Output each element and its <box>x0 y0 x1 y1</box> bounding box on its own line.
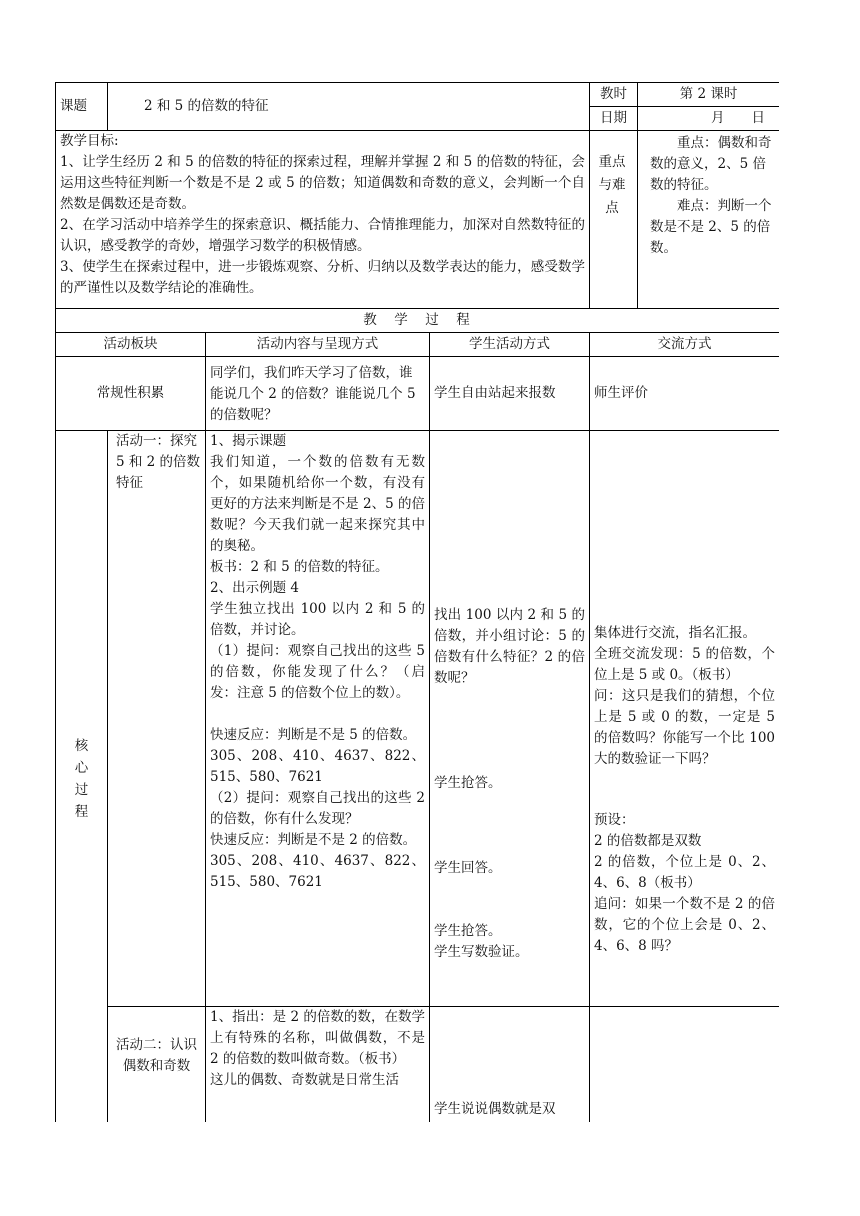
topic-value: 2 和 5 的倍数的特征 <box>108 83 590 131</box>
activity1-name: 活动一：探究 5 和 2 的倍数特征 <box>108 431 206 1007</box>
activity2-exchange <box>590 1007 780 1123</box>
a1-exchange-5: 2 的倍数都是双数 <box>594 833 702 849</box>
goal-item-1: 1、让学生经历 2 和 5 的倍数的特征的探索过程，理解并掌握 2 和 5 的倍数的特征，会运用这些特征判断一个数是不是 2 或 5 的倍数；知道偶数和奇数的意义，会判断一个自然数是偶数还是奇数。 <box>60 154 585 212</box>
period-label: 教时 <box>590 83 638 107</box>
goal-item-3: 3、使学生在探索过程中，进一步锻炼观察、分析、归纳以及数学表达的能力，感受数学的严谨性以及数学结论的准确性。 <box>60 259 585 296</box>
activity2-student: 学生说说偶数就是双 <box>430 1007 590 1123</box>
a1-numbers-1: 305、208、410、4637、822、515、580、7621 <box>210 748 425 785</box>
a1-board: 板书：2 和 5 的倍数的特征。 <box>210 559 389 575</box>
a1-intro: 我们知道，一个数的倍数有无数个，如果随机给你一个数，有没有更好的方法来判断是不是 2、5 的倍数呢？今天我们就一起来探究其中的奥秘。 <box>210 454 425 554</box>
activity2-name: 活动二：认识偶数和奇数 <box>108 1007 206 1123</box>
a1-exchange-7: 追问：如果一个数不是 2 的倍数，它的个位上会是 0、2、4、6、8 吗？ <box>594 896 775 954</box>
a1-exchange-2: 全班交流发现：5 的倍数，个位上是 5 或 0。（板书） <box>594 646 775 683</box>
a1-question-1: （1）提问：观察自己找出的这些 5 的倍数，你能发现了什么？（启发：注意 5 的倍数个位上的数）。 <box>210 643 425 701</box>
a1-exchange-6: 2 的倍数，个位上是 0、2、4、6、8（板书） <box>594 854 775 891</box>
keypoint-text: 重点：偶数和奇数的意义，2、5 倍数的特征。 <box>650 135 772 193</box>
col-header-block: 活动板块 <box>56 333 206 357</box>
a2-content-2: 这儿的偶数、奇数就是日常生活 <box>210 1072 399 1088</box>
a1-student-2: 学生抢答。 <box>434 775 502 791</box>
difficulty-text: 难点：判断一个数是不是 2、5 的倍数。 <box>650 198 772 256</box>
keypoint-cell <box>638 131 780 309</box>
a1-exchange-3: 问：这只是我们的猜想，个位上是 5 或 0 的数，一定是 5 的倍数吗？你能写一个比 100 大的数验证一下吗？ <box>594 688 775 767</box>
a1-quick-2: 快速反应：判断是不是 2 的倍数。 <box>210 832 417 848</box>
col-header-student: 学生活动方式 <box>430 333 590 357</box>
teaching-goals <box>56 131 590 309</box>
lesson-plan-table <box>55 82 779 1122</box>
col-header-exchange: 交流方式 <box>590 333 780 357</box>
a1-step-1: 1、揭示课题 <box>210 433 287 449</box>
a1-student-4: 学生抢答。 <box>434 923 502 939</box>
a1-exchange-4: 预设： <box>594 812 635 828</box>
process-title: 教 学 过 程 <box>56 309 780 333</box>
a1-student-5: 学生写数验证。 <box>434 944 529 960</box>
a1-quick-1: 快速反应：判断是不是 5 的倍数。 <box>210 727 417 743</box>
keypoint-label: 重点与难点 <box>590 131 638 309</box>
activity1-content <box>206 431 430 1007</box>
a1-exchange-1: 集体进行交流，指名汇报。 <box>594 625 756 641</box>
a1-student-1: 找出 100 以内 2 和 5 的倍数，并小组讨论：5 的倍数有什么特征？2 的倍数呢？ <box>434 607 585 686</box>
a1-question-2: （2）提问：观察自己找出的这些 2 的倍数，你有什么发现？ <box>210 790 425 827</box>
a1-step-2: 2、出示例题 4 <box>210 580 299 596</box>
a1-student-3: 学生回答。 <box>434 860 502 876</box>
a1-task: 学生独立找出 100 以内 2 和 5 的倍数，并讨论。 <box>210 601 425 638</box>
lesson-plan-page <box>55 82 779 1122</box>
col-header-content: 活动内容与呈现方式 <box>206 333 430 357</box>
date-label: 日期 <box>590 107 638 131</box>
routine-student: 学生自由站起来报数 <box>430 357 590 431</box>
activity1-exchange <box>590 431 780 1007</box>
activity1-student <box>430 431 590 1007</box>
period-value: 第 2 课时 <box>638 83 780 107</box>
goal-item-2: 2、在学习活动中培养学生的探索意识、概括能力、合情推理能力，加深对自然数特征的认识，感受教学的奇妙，增强学习数学的积极情感。 <box>60 217 585 254</box>
activity2-content <box>206 1007 430 1123</box>
goals-title: 教学目标: <box>60 133 119 149</box>
date-value: 月 日 <box>638 107 780 131</box>
core-process-label: 核心过程 <box>56 431 108 1123</box>
routine-exchange: 师生评价 <box>590 357 780 431</box>
a2-content-1: 1、指出：是 2 的倍数的数，在数学上有特殊的名称，叫做偶数，不是 2 的倍数的数叫做奇数。（板书） <box>210 1009 425 1067</box>
routine-label: 常规性积累 <box>56 357 206 431</box>
topic-label: 课题 <box>56 83 108 131</box>
a1-numbers-2: 305、208、410、4637、822、515、580、7621 <box>210 853 425 890</box>
routine-content: 同学们，我们昨天学习了倍数，谁能说几个 2 的倍数？谁能说几个 5 的倍数呢？ <box>206 357 430 431</box>
